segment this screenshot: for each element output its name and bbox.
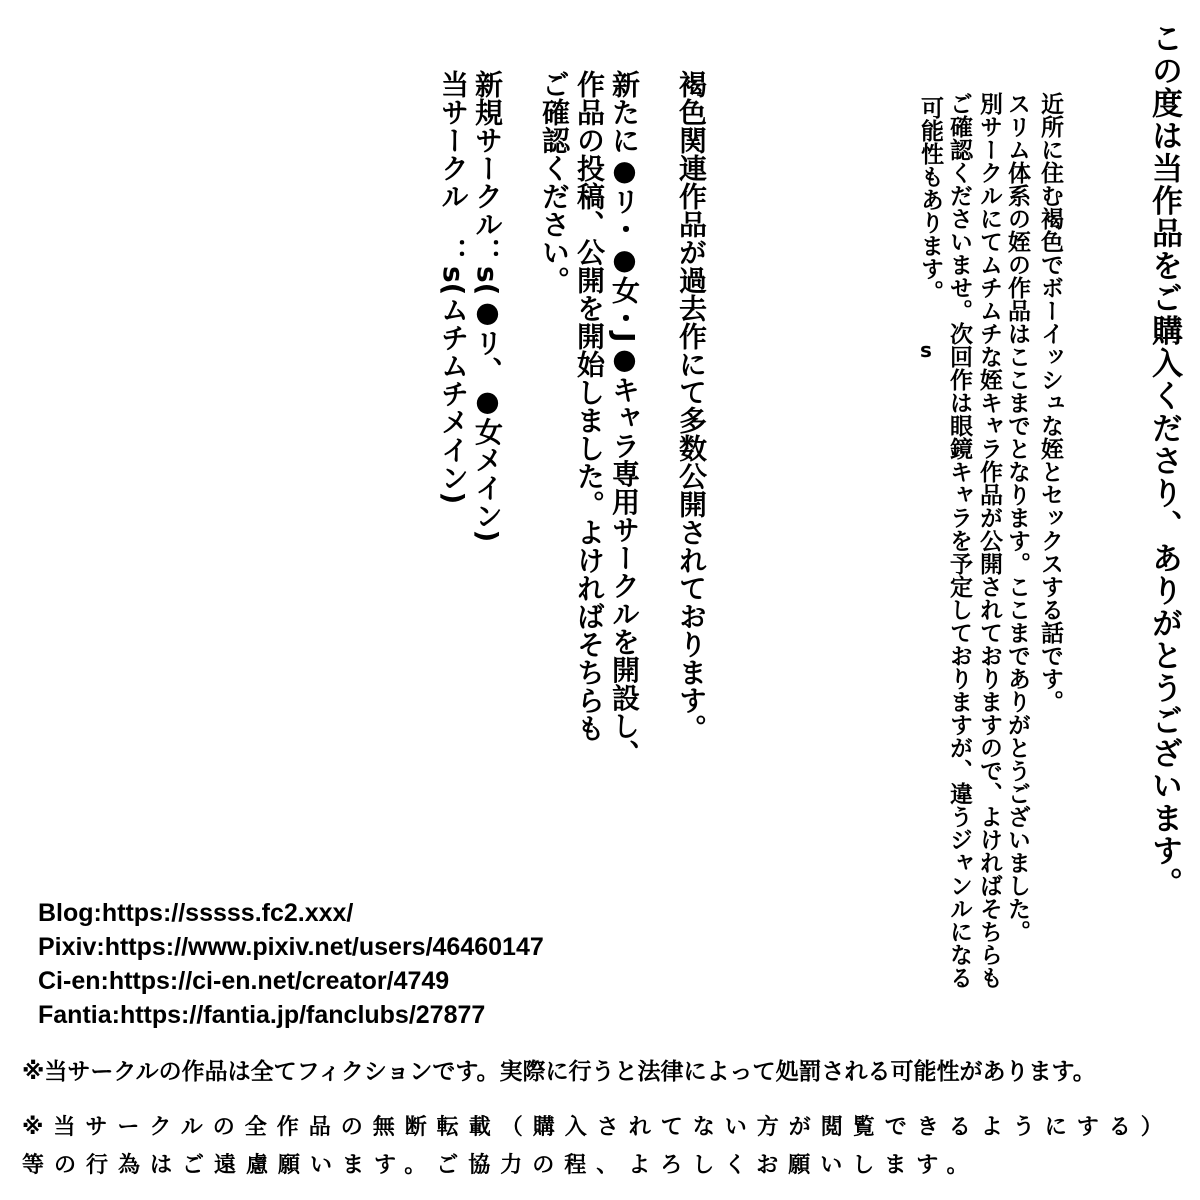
circle-info-line: 褐色関連作品が過去作にて多数公開されております。 [675,70,708,742]
story-note-line: ご確認くださいませ。次回作は眼鏡キャラを予定しておりますが、違うジャンルになる [946,92,972,989]
circle-info-line: 新たに●リ・●女・J●キャラ専用サークルを開設し、 [608,70,641,768]
author-signature: s [920,338,932,362]
fiction-disclaimer: ※当サークルの作品は全てフィクションです。実際に行うと法律によって処罰される可能性があります。 [22,1059,1096,1085]
story-note-line: 近所に住む褐色でボーイッシュな姪とセックスする話です。 [1037,92,1063,713]
blog-link[interactable]: Blog:https://sssss.fc2.xxx/ [38,899,354,927]
story-note-line: 別サークルにてムチムチな姪キャラ作品が公開されておりますので、よければそちらも [976,92,1002,989]
fantia-link[interactable]: Fantia:https://fantia.jp/fanclubs/27877 [38,1001,486,1029]
circle-info-line: 作品の投稿、公開を開始しました。よければそちらも [573,70,606,742]
reprint-disclaimer-line: ※当サークルの全作品の無断転載（購入されてない方が閲覧できるようにする） [22,1115,1173,1140]
ci-en-link[interactable]: Ci-en:https://ci-en.net/creator/4749 [38,967,450,995]
new-circle-name: 新規サークル：s(●リ、●女メイン) [471,70,504,543]
link-list [38,896,544,1032]
story-note-line: 可能性もあります。 [917,96,943,303]
thanks-title: この度は当作品をご購入くださり、ありがとうございます。 [1146,22,1182,900]
story-note-line: スリム体系の姪の作品はここまでとなります。ここまでありがとうございました。 [1004,92,1030,943]
circle-info-line: ご確認ください。 [538,70,571,294]
current-circle-name: 当サークル ：s(ムチムチメイン) [437,70,470,505]
reprint-disclaimer-line: 等の行為はご遠慮願います。ご協力の程、よろしくお願いします。 [22,1153,979,1178]
pixiv-link[interactable]: Pixiv:https://www.pixiv.net/users/46460147 [38,933,544,961]
